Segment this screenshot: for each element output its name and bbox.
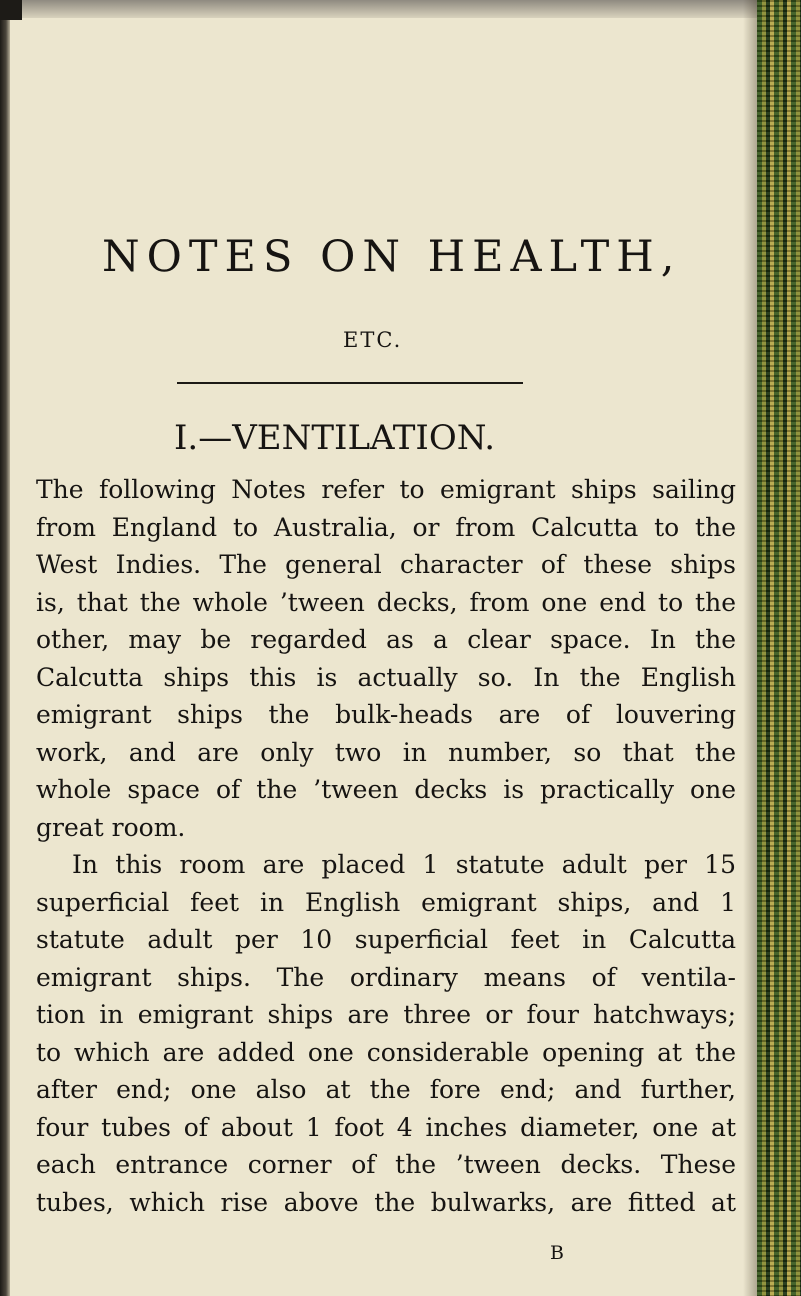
text-line: other, may be regarded as a clear space. In the <box>36 625 736 654</box>
text-line: each entrance corner of the ’tween decks. These <box>36 1150 736 1179</box>
text-line: emigrant ships. The ordinary means of ventila- <box>36 962 736 992</box>
text-line: is, that the whole ’tween decks, from one end to the <box>36 587 736 617</box>
text-line: superficial feet in English emigrant ships, and 1 <box>36 887 736 917</box>
title-rule <box>177 382 523 384</box>
text-line: West Indies. The general character of these ships <box>36 550 736 579</box>
text-line: four tubes of about 1 foot 4 inches diameter, one at <box>36 1112 736 1142</box>
text-line: after end; one also at the fore end; and further, <box>36 1075 736 1104</box>
page-left-edge <box>0 0 10 1296</box>
text-line: great room. <box>36 812 186 842</box>
section-heading: I.—VENTILATION. <box>174 418 496 458</box>
text-line: whole space of the ’tween decks is practically one <box>36 775 736 804</box>
book-page-edges <box>757 0 801 1296</box>
text-line: from England to Australia, or from Calcutta to the <box>36 512 736 542</box>
page-title: NOTES ON HEALTH, <box>102 232 682 282</box>
signature-mark: B <box>550 1242 564 1264</box>
text-line: work, and are only two in number, so that the <box>36 737 736 767</box>
page-subtitle: ETC. <box>343 328 403 352</box>
page-top-edge <box>0 0 801 18</box>
page-corner-shadow <box>0 0 22 20</box>
text-line: tion in emigrant ships are three or four hatchways; <box>36 1000 736 1029</box>
text-line: The following Notes refer to emigrant ships sailing <box>36 475 736 504</box>
text-line: Calcutta ships this is actually so. In the English <box>36 662 736 692</box>
page-gutter-shadow <box>743 0 757 1296</box>
text-line: statute adult per 10 superficial feet in Calcutta <box>36 925 736 954</box>
text-line: In this room are placed 1 statute adult per 15 <box>72 850 736 879</box>
body-text <box>36 471 736 1221</box>
text-line: to which are added one considerable opening at the <box>36 1037 736 1067</box>
text-line: emigrant ships the bulk-heads are of louvering <box>36 700 736 729</box>
text-line: tubes, which rise above the bulwarks, are fitted at <box>36 1187 736 1217</box>
